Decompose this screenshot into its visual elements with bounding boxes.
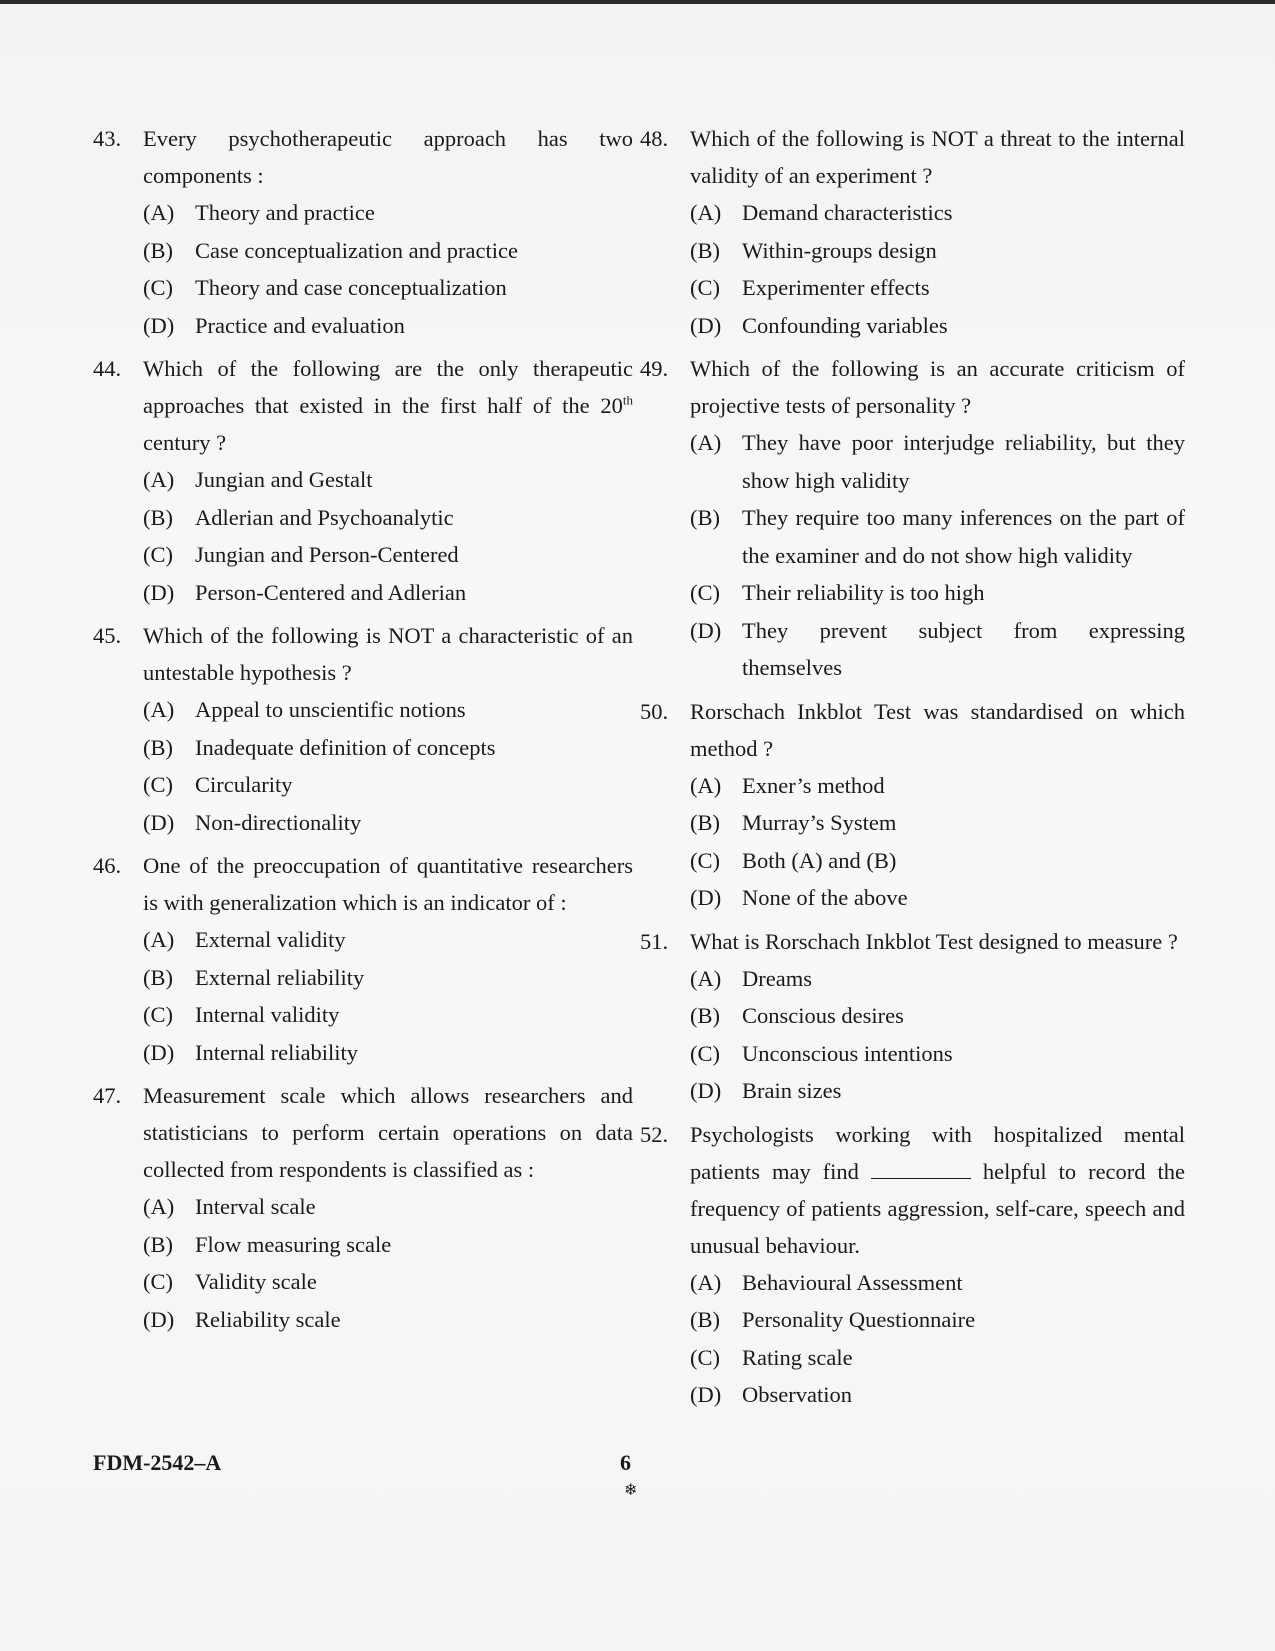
option-d [93, 1034, 633, 1072]
option-label: (C) [143, 275, 173, 300]
question-number: 44. [93, 356, 122, 381]
option-d [93, 1301, 633, 1339]
option-label: (C) [690, 1040, 720, 1066]
option-label: (C) [143, 772, 173, 797]
question-text-main: Psychologists working with hospitalized mental patients may find [690, 1121, 1185, 1184]
question-text-main: Which of the following are the only therapeutic approaches that existed in the first half of the 20 [143, 356, 633, 418]
option-text: Observation [742, 1382, 852, 1407]
question-number: 48. [640, 126, 669, 151]
question-number: 47. [93, 1083, 122, 1108]
option-c [640, 842, 1185, 880]
question-number: 50. [640, 698, 669, 724]
option-label: (B) [690, 1003, 720, 1028]
option-b [93, 499, 633, 537]
option-text: Personality Questionnaire [742, 1307, 976, 1332]
option-a [93, 1188, 633, 1226]
option-text: Behavioural Assessment [742, 1269, 963, 1295]
question-text: Rorschach Inkblot Test was standardised on which method ? [690, 698, 1185, 761]
question-number: 52. [640, 1121, 669, 1147]
question-text: Which of the following is NOT a threat to the internal validity of an experiment ? [690, 126, 1185, 188]
question-text: What is Rorschach Inkblot Test designed to measure ? [690, 928, 1178, 954]
top-edge [0, 0, 1275, 4]
option-text: Adlerian and Psychoanalytic [195, 504, 454, 530]
option-text: Murray’s System [742, 810, 897, 835]
option-text: Demand characteristics [742, 200, 953, 225]
option-text: They prevent subject from expressing themselves [742, 617, 1185, 680]
option-b [93, 959, 633, 997]
option-label: (D) [143, 1039, 175, 1065]
question-46 [93, 847, 633, 1071]
question-52 [640, 1116, 1185, 1414]
option-label: (B) [143, 734, 173, 760]
option-label: (B) [690, 1307, 720, 1332]
option-label: (A) [690, 1269, 722, 1295]
option-text: They require too many inferences on the part of the examiner and do not show high validity [742, 505, 1185, 568]
option-b [640, 1301, 1185, 1339]
option-text: Conscious desires [742, 1003, 904, 1028]
superscript: th [622, 392, 633, 408]
option-label: (D) [143, 579, 175, 605]
option-label: (A) [690, 430, 722, 455]
option-text: External validity [195, 927, 346, 952]
option-text: Circularity [195, 772, 293, 797]
option-b [640, 804, 1185, 842]
option-d [640, 879, 1185, 917]
option-b [93, 232, 633, 270]
option-label: (B) [143, 1231, 173, 1257]
option-a [640, 1264, 1185, 1302]
option-label: (C) [690, 580, 720, 605]
option-c [93, 996, 633, 1034]
left-column [93, 120, 633, 1344]
option-label: (A) [143, 1194, 175, 1219]
page-number: 6 [620, 1450, 631, 1475]
question-text: Which of the following is NOT a characteristic of an untestable hypothesis ? [143, 623, 633, 685]
option-a [93, 691, 633, 729]
option-label: (A) [143, 697, 175, 722]
option-c [93, 269, 633, 307]
option-text: Flow measuring scale [195, 1231, 392, 1257]
question-text-end: helpful to record the frequency of patients aggression, self-care, speech and unusual behaviour. [690, 1158, 1185, 1258]
option-d [93, 307, 633, 345]
option-text: Appeal to unscientific notions [195, 697, 466, 722]
option-text: Internal reliability [195, 1039, 359, 1065]
option-label: (D) [690, 617, 722, 643]
question-number: 46. [93, 853, 122, 878]
option-label: (B) [690, 810, 720, 835]
question-text: Measurement scale which allows researchers and statisticians to perform certain operations on data collected from respondents is classified as : [143, 1083, 633, 1182]
option-text: Theory and practice [195, 200, 375, 225]
fill-in-blank [871, 1160, 971, 1179]
option-text: Validity scale [195, 1269, 317, 1294]
option-d [93, 574, 633, 612]
option-b [93, 729, 633, 767]
question-text: One of the preoccupation of quantitative researchers is with generalization which is an indicator of : [143, 853, 633, 915]
option-text: Their reliability is too high [742, 580, 985, 605]
option-label: (A) [690, 200, 722, 225]
option-label: (D) [143, 312, 175, 338]
option-text: Rating scale [742, 1344, 853, 1370]
question-number: 49. [640, 356, 669, 381]
option-label: (D) [143, 809, 175, 835]
option-text: Practice and evaluation [195, 312, 405, 338]
option-b [640, 499, 1185, 574]
option-d [640, 1376, 1185, 1414]
option-label: (B) [143, 964, 173, 990]
option-label: (C) [143, 542, 173, 567]
option-text: Inadequate definition of concepts [195, 734, 496, 760]
question-text [143, 350, 633, 461]
option-text: Jungian and Person-Centered [195, 542, 459, 567]
question-text: Every psychotherapeutic approach has two components : [143, 126, 633, 188]
paper-code: FDM-2542–A [93, 1450, 222, 1475]
option-d [93, 804, 633, 842]
option-label: (A) [143, 200, 175, 225]
option-text: Theory and case conceptualization [195, 275, 507, 300]
option-b [93, 1226, 633, 1264]
option-label: (D) [690, 1382, 722, 1407]
question-text: Which of the following is an accurate criticism of projective tests of personality ? [690, 356, 1185, 418]
question-51 [640, 923, 1185, 1110]
option-label: (B) [690, 505, 720, 530]
option-c [640, 269, 1185, 307]
option-label: (B) [143, 504, 173, 530]
option-c [93, 766, 633, 804]
option-text: Unconscious intentions [742, 1040, 953, 1066]
option-label: (C) [690, 1344, 720, 1370]
option-d [640, 612, 1185, 687]
option-c [93, 536, 633, 574]
option-text: Case conceptualization and practice [195, 237, 518, 263]
option-a [93, 194, 633, 232]
option-label: (D) [690, 312, 722, 338]
question-47 [93, 1077, 633, 1338]
option-c [640, 574, 1185, 612]
option-label: (C) [690, 847, 720, 873]
option-text: None of the above [742, 885, 908, 910]
question-number: 51. [640, 928, 669, 954]
option-label: (B) [143, 237, 173, 263]
snowflake-icon: ❄ [624, 1482, 638, 1499]
option-label: (D) [690, 1078, 722, 1103]
option-c [93, 1263, 633, 1301]
option-label: (A) [690, 965, 722, 991]
question-43 [93, 120, 633, 344]
option-a [640, 194, 1185, 232]
option-label: (D) [690, 885, 722, 910]
option-label: (C) [690, 275, 720, 300]
option-text: Jungian and Gestalt [195, 467, 373, 492]
option-text: Brain sizes [742, 1078, 842, 1103]
option-label: (A) [690, 772, 722, 798]
option-a [93, 461, 633, 499]
option-b [640, 232, 1185, 270]
option-text: They have poor interjudge reliability, but they show high validity [742, 430, 1185, 493]
option-text: Exner’s method [742, 772, 885, 798]
question-number: 43. [93, 126, 122, 151]
option-text: Person-Centered and Adlerian [195, 579, 467, 605]
option-label: (C) [143, 1269, 173, 1294]
question-50 [640, 693, 1185, 917]
option-text: Both (A) and (B) [742, 847, 897, 873]
option-b [640, 997, 1185, 1035]
option-text: Interval scale [195, 1194, 316, 1219]
option-label: (C) [143, 1002, 173, 1027]
question-text-end: century ? [143, 430, 227, 455]
option-label: (A) [143, 927, 175, 952]
question-49 [640, 350, 1185, 687]
option-a [640, 960, 1185, 998]
question-text [690, 1116, 1185, 1264]
option-text: Non-directionality [195, 809, 362, 835]
option-text: Within-groups design [742, 237, 937, 263]
option-text: Internal validity [195, 1002, 340, 1027]
option-label: (A) [143, 467, 175, 492]
question-45 [93, 617, 633, 841]
option-label: (D) [143, 1306, 175, 1332]
option-d [640, 307, 1185, 345]
option-text: Dreams [742, 965, 812, 991]
option-text: Experimenter effects [742, 275, 930, 300]
option-label: (B) [690, 237, 720, 263]
option-d [640, 1072, 1185, 1110]
option-text: Reliability scale [195, 1306, 341, 1332]
question-44 [93, 350, 633, 611]
question-48 [640, 120, 1185, 344]
option-a [640, 424, 1185, 499]
option-a [93, 921, 633, 959]
option-c [640, 1339, 1185, 1377]
right-column [640, 120, 1185, 1420]
option-c [640, 1035, 1185, 1073]
option-text: Confounding variables [742, 312, 948, 338]
question-number: 45. [93, 623, 122, 648]
option-a [640, 767, 1185, 805]
option-text: External reliability [195, 964, 365, 990]
